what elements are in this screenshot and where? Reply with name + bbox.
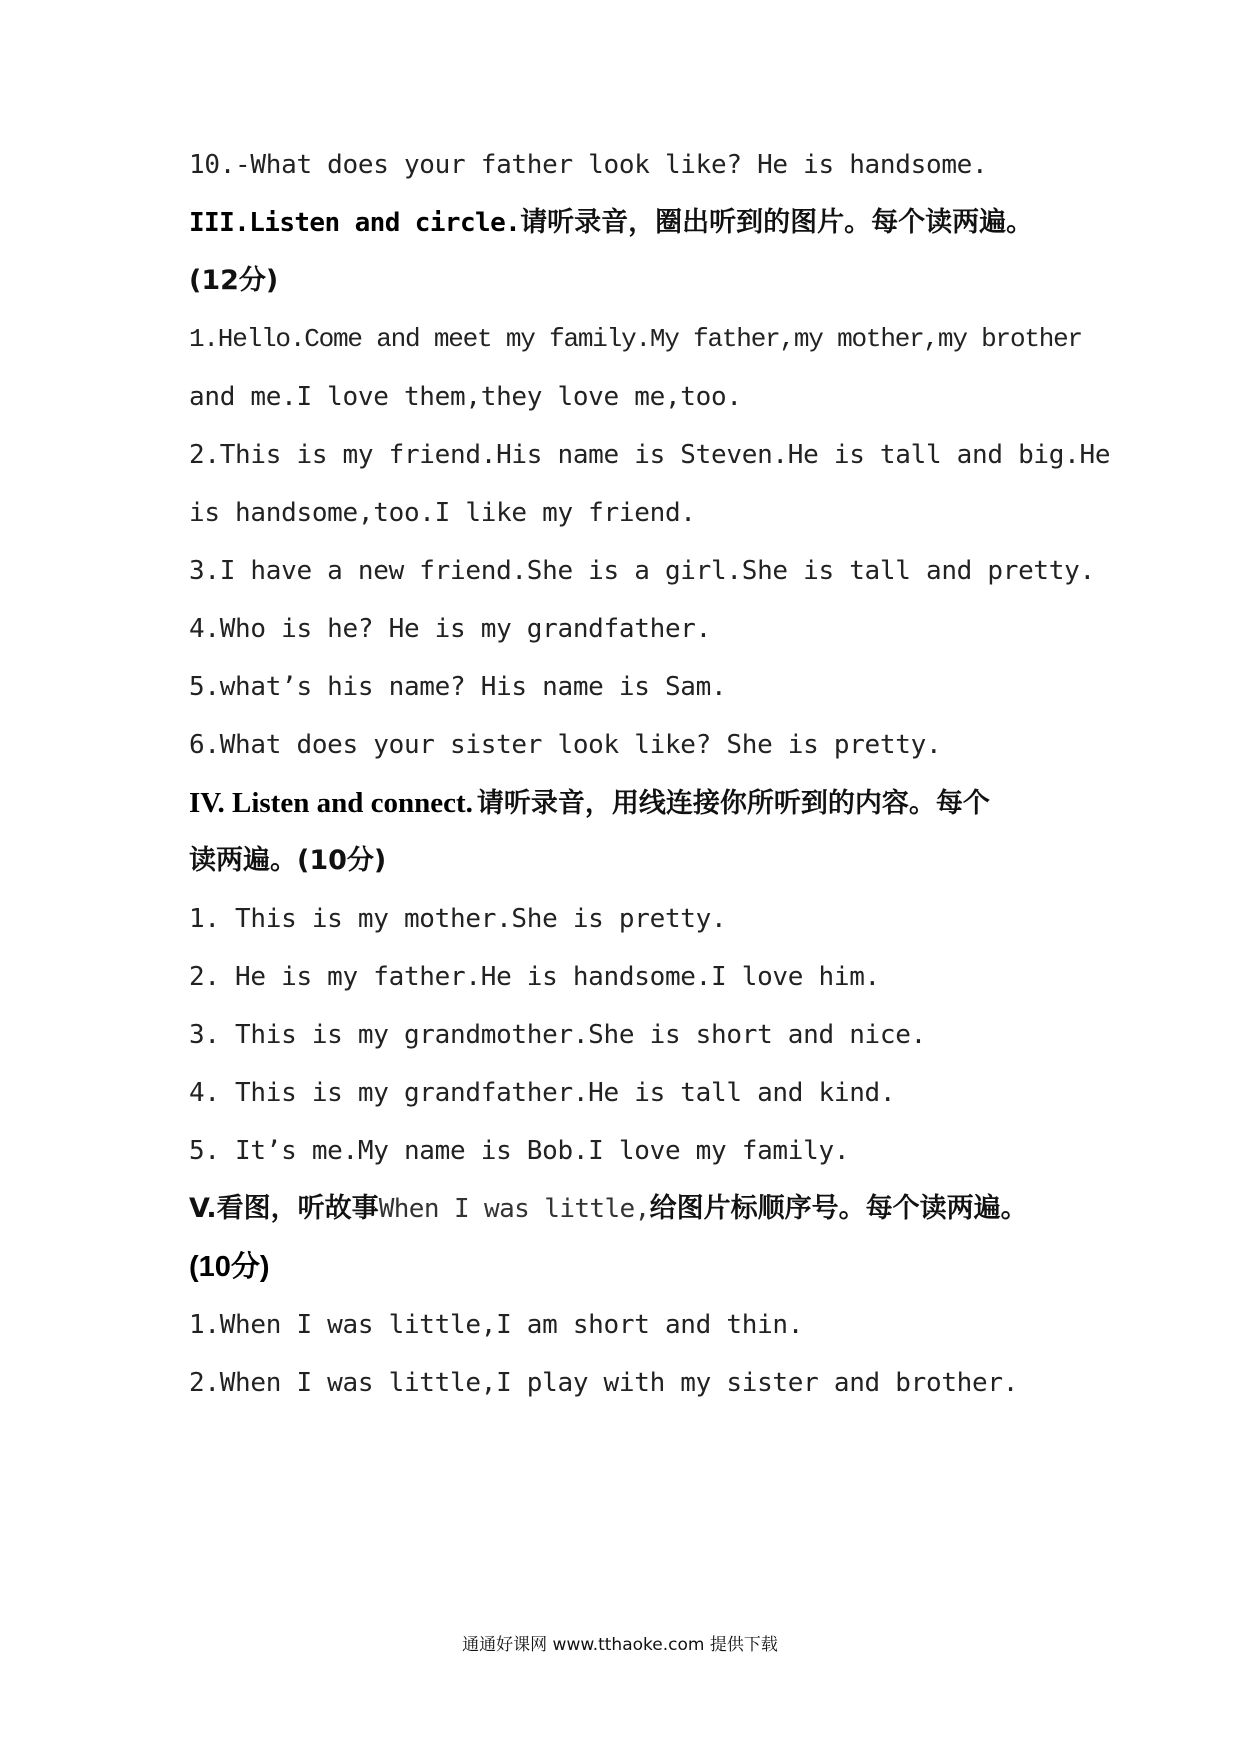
section-3-item-5: 5.what’s his name? His name is Sam.: [189, 672, 727, 702]
section-3-title-cn: 请听录音，圈出听到的图片。每个读两遍。: [520, 207, 1034, 238]
section-3-title-en: III.Listen and circle.: [189, 208, 521, 238]
section-5-heading: [189, 1189, 1070, 1229]
section-4-title-en: IV. Listen and connect.: [189, 787, 473, 819]
section-4-item-3: 3. This is my grandmother.She is short and nice.: [189, 1020, 926, 1050]
section-3-item-2a: 2.This is my friend.His name is Steven.He is tall and big.He: [189, 440, 1111, 470]
download-footer: 通通好课网 www.tthaoke.com 提供下载: [462, 1635, 778, 1655]
section-4-item-4: 4. This is my grandfather.He is tall and kind.: [189, 1078, 896, 1108]
section-5-item-2: 2.When I was little,I play with my sister and brother.: [189, 1368, 1019, 1398]
section-3-item-1a: 1.Hello.Come and meet my family.My father,my mother,my brother: [189, 324, 1082, 354]
section-4-item-2: 2. He is my father.He is handsome.I love him.: [189, 962, 880, 992]
section-3-item-2b: is handsome,too.I like my friend.: [189, 498, 696, 528]
section-3-item-3: 3.I have a new friend.She is a girl.She is tall and pretty.: [189, 556, 1095, 586]
section-5-title-c: 给图片标顺序号。每个读两遍。: [649, 1193, 1028, 1224]
section-5-title-a: V.看图，听故事: [189, 1193, 379, 1224]
section-4-item-1: 1. This is my mother.She is pretty.: [189, 904, 727, 934]
section-4-heading: [189, 783, 1070, 823]
section-5-item-1: 1.When I was little,I am short and thin.: [189, 1310, 804, 1340]
section-4-title-continued: 读两遍。(10分): [189, 845, 387, 876]
section-3-item-1b: and me.I love them,they love me,too.: [189, 382, 742, 412]
listening-item-10: 10.-What does your father look like? He is handsome.: [189, 150, 988, 180]
section-3-heading: [189, 203, 1070, 243]
section-4-title-cn: 请听录音，用线连接你所听到的内容。每个: [476, 788, 990, 819]
section-4-item-5: 5. It’s me.My name is Bob.I love my family.: [189, 1136, 850, 1166]
section-3-score: (12分): [189, 265, 279, 296]
section-3-item-4: 4.Who is he? He is my grandfather.: [189, 614, 712, 644]
section-5-score: (10分): [189, 1251, 270, 1283]
section-3-item-6: 6.What does your sister look like? She is pretty.: [189, 730, 942, 760]
section-5-title-b: When I was little,: [378, 1194, 650, 1224]
